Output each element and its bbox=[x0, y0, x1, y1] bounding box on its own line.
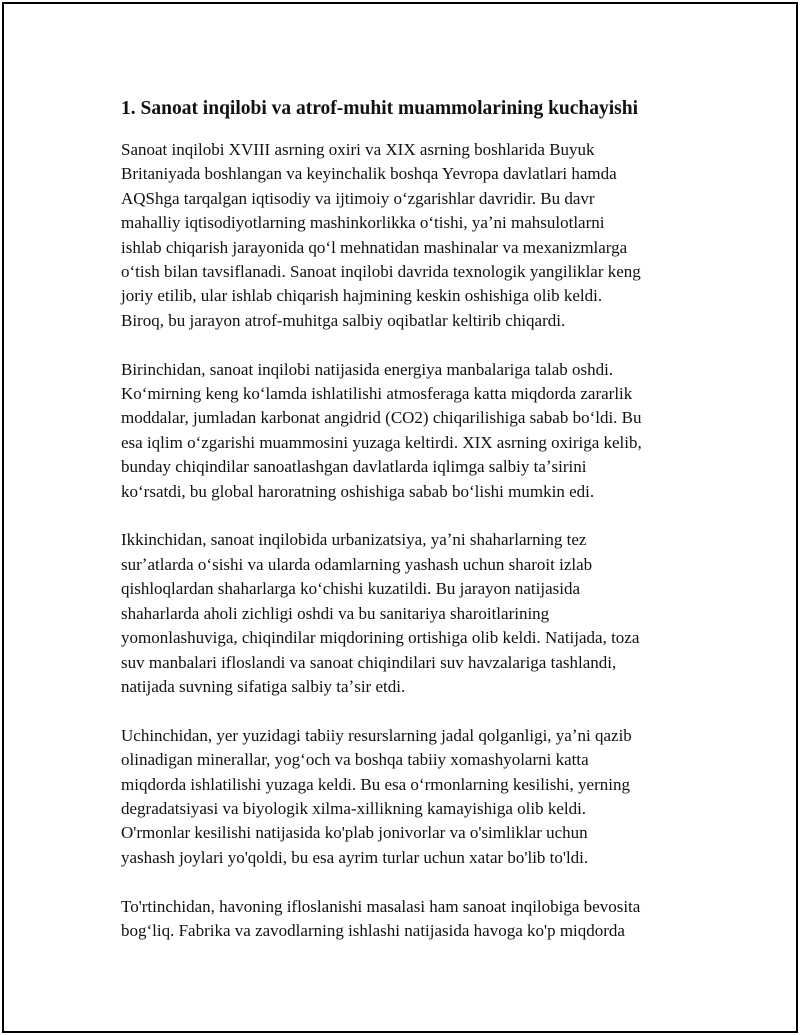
text-line: esa iqlim oʻzgarishi muammosini yuzaga keltirdi. XIX asrning oxiriga kelib, bbox=[121, 432, 642, 452]
text-line: Ikkinchidan, sanoat inqilobida urbanizatsiya, yaʼni shaharlarning tez bbox=[121, 530, 587, 550]
text-line: miqdorda ishlatilishi yuzaga keldi. Bu esa oʻrmonlarning kesilishi, yerning bbox=[121, 774, 630, 794]
text-line: koʻrsatdi, bu global haroratning oshishiga sabab boʻlishi mumkin edi. bbox=[121, 481, 595, 501]
page-frame bbox=[2, 2, 798, 1033]
text-line: surʼatlarda oʻsishi va ularda odamlarning yashash uchun sharoit izlab bbox=[121, 554, 593, 574]
text-line: qishloqlardan shaharlarga koʻchishi kuzatildi. Bu jarayon natijasida bbox=[121, 579, 581, 599]
text-line: AQShga tarqalgan iqtisodiy va ijtimoiy oʻzgarishlar davridir. Bu davr bbox=[121, 188, 595, 208]
document-body bbox=[121, 96, 701, 968]
text-line: yashash joylari yo'qoldi, bu esa ayrim turlar uchun xatar bo'lib to'ldi. bbox=[121, 847, 589, 867]
text-line: Koʻmirning keng koʻlamda ishlatilishi atmosferaga katta miqdorda zararlik bbox=[121, 384, 633, 404]
paragraph-1 bbox=[121, 138, 701, 333]
text-line: Birinchidan, sanoat inqilobi natijasida energiya manbalariga talab oshdi. bbox=[121, 359, 614, 379]
text-line: Sanoat inqilobi XVIII asrning oxiri va XIX asrning boshlarida Buyuk bbox=[121, 140, 595, 159]
text-line: natijada suvning sifatiga salbiy taʼsir etdi. bbox=[121, 676, 406, 696]
text-line: Biroq, bu jarayon atrof-muhitga salbiy oqibatlar keltirib chiqardi. bbox=[121, 310, 566, 330]
text-line: bunday chiqindilar sanoatlashgan davlatlarda iqlimga salbiy taʼsirini bbox=[121, 457, 587, 477]
text-line: oʻtish bilan tavsiflanadi. Sanoat inqilobi davrida texnologik yangiliklar keng bbox=[121, 262, 641, 282]
text-line: olinadigan minerallar, yogʻoch va boshqa tabiiy xomashyolarni katta bbox=[121, 750, 589, 770]
text-line: ishlab chiqarish jarayonida qoʻl mehnatidan mashinalar va mexanizmlarga bbox=[121, 237, 628, 257]
text-line: Britaniyada boshlangan va keyinchalik boshqa Yevropa davlatlari hamda bbox=[121, 164, 617, 184]
text-line: shaharlarda aholi zichligi oshdi va bu sanitariya sharoitlarining bbox=[121, 603, 550, 623]
paragraph-4 bbox=[121, 724, 701, 870]
text-line: mahalliy iqtisodiyotlarning mashinkorlikka oʻtishi, yaʼni mahsulotlarni bbox=[121, 213, 605, 233]
paragraph-2 bbox=[121, 358, 701, 504]
paragraph-5 bbox=[121, 895, 701, 944]
text-line: O'rmonlar kesilishi natijasida ko'plab jonivorlar va o'simliklar uchun bbox=[121, 823, 588, 843]
text-line: moddalar, jumladan karbonat angidrid (CO2) chiqarilishiga sabab boʻldi. Bu bbox=[121, 408, 642, 428]
text-line: yomonlashuviga, chiqindilar miqdorining ortishiga olib keldi. Natijada, toza bbox=[121, 628, 640, 648]
text-line: suv manbalari ifloslandi va sanoat chiqindilari suv havzalariga tashlandi, bbox=[121, 652, 617, 672]
paragraph-3 bbox=[121, 528, 701, 699]
text-line: Uchinchidan, yer yuzidagi tabiiy resurslarning jadal qolganligi, yaʼni qazib bbox=[121, 725, 632, 745]
text-line: degradatsiyasi va biyologik xilma-xillikning kamayishiga olib keldi. bbox=[121, 798, 587, 818]
section-heading: 1. Sanoat inqilobi va atrof-muhit muammolarining kuchayishi bbox=[121, 98, 639, 119]
text-line: To'rtinchidan, havoning ifloslanishi masalasi ham sanoat inqilobiga bevosita bbox=[121, 896, 641, 916]
text-line: bogʻliq. Fabrika va zavodlarning ishlashi natijasida havoga ko'p miqdorda bbox=[121, 920, 625, 940]
text-line: joriy etilib, ular ishlab chiqarish hajmining keskin oshishiga olib keldi. bbox=[121, 286, 603, 306]
